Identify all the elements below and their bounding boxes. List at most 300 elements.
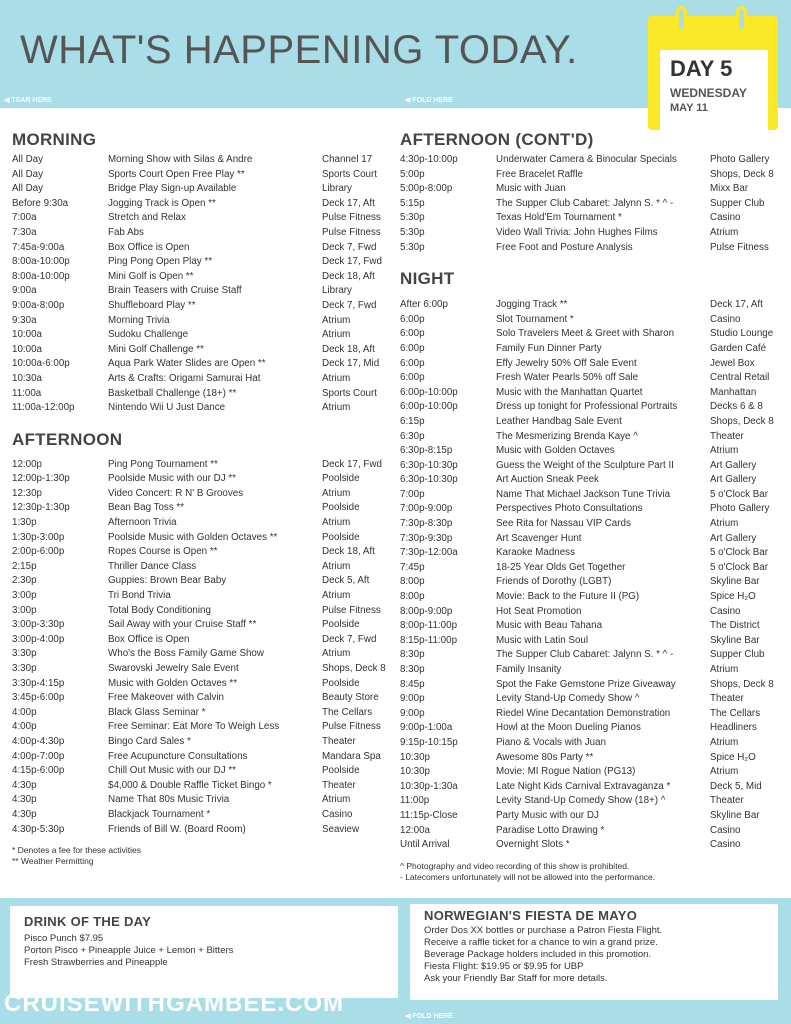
schedule-location: Deck 17, Fwd	[322, 458, 382, 470]
schedule-event: Tri Bond Trivia	[108, 590, 171, 602]
schedule-row	[400, 678, 790, 693]
schedule-row	[12, 153, 400, 168]
schedule-time: Before 9:30a	[12, 197, 69, 209]
schedule-time: 10:00a	[12, 329, 42, 341]
schedule-time: 12:30p-1:30p	[12, 502, 70, 514]
schedule-time: 3:30p-4:15p	[12, 677, 65, 689]
schedule-location: Casino	[710, 212, 741, 224]
schedule-time: 11:15p-Close	[400, 809, 458, 821]
schedule-event: Fresh Water Pearls 50% off Sale	[496, 372, 639, 384]
schedule-event: Music with Golden Octaves **	[108, 677, 238, 689]
schedule-location: Shops, Deck 8	[322, 663, 386, 674]
schedule-event: Music with Beau Tahana	[496, 620, 603, 632]
schedule-event: Poolside Music with our DJ **	[108, 473, 236, 485]
schedule-event: Music with Latin Soul	[496, 634, 589, 646]
schedule-row	[12, 270, 400, 285]
schedule-location: Beauty Store	[322, 692, 379, 704]
schedule-row	[12, 823, 400, 838]
schedule-event: Friends of Bill W. (Board Room)	[108, 823, 246, 835]
schedule-row	[400, 605, 790, 620]
schedule-event: Swarovski Jewelry Sale Event	[108, 663, 239, 674]
schedule-time: 1:30p	[12, 517, 37, 529]
schedule-location: Headliners	[710, 722, 757, 734]
schedule-event: Art Scavenger Hunt	[496, 532, 582, 544]
tear-here-label: ◀ TEAR HERE	[4, 97, 52, 104]
schedule-event: Free Foot and Posture Analysis	[496, 241, 633, 253]
schedule-location: Shops, Deck 8	[710, 168, 774, 180]
fiesta-heading: NORWEGIAN'S FIESTA DE MAYO	[424, 908, 638, 923]
schedule-time: 10:30p	[400, 751, 430, 763]
note-latecomers: - Latecomers unfortunately will not be allowed into the performance.	[400, 871, 656, 882]
schedule-location: Deck 5, Aft	[322, 575, 370, 587]
schedule-time: All Day	[12, 168, 44, 180]
schedule-time: 8:00a-10:00p	[12, 270, 70, 282]
schedule-row	[400, 327, 790, 342]
schedule-location: Deck 18, Aft	[322, 546, 375, 558]
schedule-location: Mixx Bar	[710, 183, 749, 195]
schedule-location: Casino	[710, 605, 741, 617]
schedule-row	[12, 387, 400, 402]
schedule-event: Piano & Vocals with Juan	[496, 736, 607, 748]
schedule-row	[12, 458, 400, 473]
schedule-time: 9:00a-8:00p	[12, 299, 65, 311]
schedule-event: Howl at the Moon Dueling Pianos	[496, 722, 641, 734]
schedule-time: 4:30p	[12, 794, 37, 806]
schedule-time: 8:00p-9:00p	[400, 605, 453, 617]
schedule-time: 7:30p-9:30p	[400, 532, 453, 544]
schedule-time: 11:00a	[12, 387, 42, 399]
schedule-event: Free Makeover with Calvin	[108, 692, 224, 704]
schedule-row	[12, 372, 400, 387]
schedule-location: Sports Court	[322, 168, 377, 180]
right-column	[400, 130, 790, 883]
schedule-location: Photo Gallery	[710, 503, 770, 515]
schedule-event: Total Body Conditioning	[108, 604, 211, 616]
schedule-event: Box Office is Open	[108, 633, 190, 645]
schedule-location: Pulse Fitness	[322, 226, 381, 238]
schedule-time: 3:45p-6:00p	[12, 692, 65, 704]
schedule-row	[400, 153, 790, 168]
schedule-event: Slot Tournament *	[496, 313, 574, 325]
schedule-row	[400, 838, 790, 853]
schedule-event: Dress up tonight for Professional Portraits	[496, 401, 678, 413]
schedule-time: 8:30p	[400, 649, 425, 661]
schedule-location: Garden Café	[710, 342, 767, 354]
section-heading-afternoon-cont: AFTERNOON (CONT'D)	[400, 130, 594, 149]
schedule-time: 7:30a	[12, 226, 37, 238]
schedule-row	[12, 808, 400, 823]
schedule-event: Bingo Card Sales *	[108, 735, 191, 747]
schedule-row	[400, 400, 790, 415]
note-weather: ** Weather Permitting	[12, 856, 94, 867]
schedule-row	[12, 255, 400, 270]
schedule-row	[400, 241, 790, 256]
schedule-event: Basketball Challenge (18+) **	[108, 387, 237, 399]
schedule-location: Manhattan	[710, 386, 757, 398]
schedule-location: Deck 18, Aft	[322, 343, 375, 355]
schedule-time: 3:30p	[12, 663, 37, 674]
schedule-row	[400, 824, 790, 839]
schedule-row	[400, 794, 790, 809]
schedule-event: 18-25 Year Olds Get Together	[496, 561, 626, 573]
schedule-location: Poolside	[322, 765, 360, 777]
schedule-event: Fab Abs	[108, 226, 144, 238]
schedule-location: Atrium	[322, 329, 351, 341]
schedule-time: 6:30p	[400, 430, 425, 442]
schedule-row	[400, 707, 790, 722]
schedule-location: Art Gallery	[710, 474, 757, 486]
schedule-time: 6:00p	[400, 328, 425, 340]
schedule-event: Brain Teasers with Cruise Staff	[108, 285, 242, 297]
schedule-time: 3:00p-3:30p	[12, 619, 65, 631]
schedule-row	[400, 751, 790, 766]
schedule-row	[12, 779, 400, 794]
schedule-event: Effy Jewelry 50% Off Sale Event	[496, 357, 637, 369]
schedule-location: Deck 7, Fwd	[322, 241, 377, 253]
schedule-location: Atrium	[710, 445, 739, 457]
schedule-event: Bridge Play Sign-up Available	[108, 183, 237, 195]
schedule-row	[12, 720, 400, 735]
schedule-location: Atrium	[710, 766, 739, 778]
schedule-row	[400, 211, 790, 226]
schedule-event: Levity Stand-Up Comedy Show (18+) ^	[496, 795, 666, 807]
schedule-row	[12, 647, 400, 662]
schedule-location: Theater	[710, 795, 744, 807]
schedule-time: 5:30p	[400, 241, 425, 253]
schedule-row	[12, 750, 400, 765]
schedule-time: 8:00a-10:00p	[12, 256, 70, 268]
schedule-time: 6:30p-8:15p	[400, 445, 453, 457]
schedule-time: 9:30a	[12, 314, 37, 326]
schedule-location: Studio Lounge	[710, 328, 774, 340]
schedule-row	[12, 604, 400, 619]
schedule-row	[12, 793, 400, 808]
schedule-location: The District	[710, 620, 760, 632]
schedule-event: Jogging Track **	[496, 299, 568, 311]
schedule-event: Underwater Camera & Binocular Specials	[496, 154, 677, 165]
schedule-location: Pulse Fitness	[322, 604, 381, 616]
fiesta-line: Receive a raffle ticket for a chance to win a grand prize.	[424, 937, 658, 948]
schedule-row	[400, 590, 790, 605]
schedule-event: Arts & Crafts: Origami Samurai Hat	[108, 372, 261, 384]
schedule-time: 7:00p	[400, 488, 425, 500]
schedule-row	[12, 516, 400, 531]
schedule-location: Poolside	[322, 677, 360, 689]
schedule-location: Atrium	[710, 226, 739, 238]
schedule-event: Paradise Lotto Drawing *	[496, 824, 605, 836]
schedule-location: Atrium	[322, 487, 351, 499]
schedule-location: Poolside	[322, 531, 360, 543]
schedule-event: Poolside Music with Golden Octaves **	[108, 531, 278, 543]
schedule-row	[12, 182, 400, 197]
watermark: CRUISEWITHGAMBEE.COM	[4, 990, 344, 1017]
schedule-time: 5:00p-8:00p	[400, 183, 453, 195]
schedule-event: Ping Pong Open Play **	[108, 256, 213, 268]
schedule-row	[400, 721, 790, 736]
schedule-time: 6:30p-10:30p	[400, 459, 458, 471]
schedule-event: Nintendo Wii U Just Dance	[108, 402, 226, 414]
schedule-time: 1:30p-3:00p	[12, 531, 65, 543]
schedule-event: Music with the Manhattan Quartet	[496, 386, 643, 398]
schedule-event: The Mesmerizing Brenda Kaye ^	[496, 430, 638, 442]
fiesta-line: Beverage Package holders included in this promotion.	[424, 949, 652, 960]
schedule-row	[400, 663, 790, 678]
day-card-inner	[660, 50, 768, 136]
schedule-time: 7:45a-9:00a	[12, 241, 65, 253]
schedule-event: Family Insanity	[496, 664, 562, 675]
day-calendar-card	[648, 16, 778, 130]
schedule-location: Atrium	[322, 590, 351, 602]
drink-line: Pisco Punch $7.95	[24, 933, 104, 944]
schedule-row	[12, 472, 400, 487]
fiesta-line: Fiesta Flight: $19.95 or $9.95 for UBP	[424, 961, 584, 972]
schedule-time: 9:00p	[400, 693, 425, 705]
schedule-time: 5:30p	[400, 212, 425, 224]
schedule-time: 4:30p-5:30p	[12, 823, 65, 835]
note-fee: * Denotes a fee for these activities	[12, 845, 141, 856]
schedule-event: Guppies: Brown Bear Baby	[108, 575, 227, 587]
schedule-location: Atrium	[322, 517, 351, 529]
left-notes	[12, 845, 400, 867]
schedule-time: 9:15p-10:15p	[400, 736, 458, 748]
schedule-location: Decks 6 & 8	[710, 401, 763, 413]
schedule-time: 12:00p-1:30p	[12, 473, 70, 485]
section-heading-afternoon: AFTERNOON	[12, 429, 123, 449]
schedule-event: Jogging Track is Open **	[108, 197, 216, 209]
schedule-location: Pulse Fitness	[710, 241, 769, 253]
schedule-location: Atrium	[710, 736, 739, 748]
schedule-event: Overnight Slots *	[496, 839, 570, 851]
schedule-time: 6:15p	[400, 415, 425, 427]
page-title: WHAT'S HAPPENING TODAY.	[20, 28, 578, 72]
schedule-row	[400, 298, 790, 313]
schedule-location: Library	[322, 285, 352, 297]
fiesta-line: Order Dos XX bottles or purchase a Patron Fiesta Flight.	[424, 925, 663, 936]
schedule-location: Atrium	[322, 314, 351, 326]
schedule-row	[12, 531, 400, 546]
schedule-time: 4:00p-7:00p	[12, 750, 65, 762]
schedule-row	[400, 182, 790, 197]
schedule-event: Free Acupuncture Consultations	[108, 750, 248, 762]
schedule-location: Skyline Bar	[710, 634, 760, 646]
schedule-time: 6:00p	[400, 372, 425, 384]
schedule-row	[12, 764, 400, 779]
morning-list	[12, 153, 400, 416]
schedule-row	[400, 736, 790, 751]
schedule-location: Deck 5, Mid	[710, 780, 762, 792]
schedule-row	[400, 502, 790, 517]
schedule-event: Solo Travelers Meet & Greet with Sharon	[496, 328, 675, 340]
schedule-time: 7:45p	[400, 561, 425, 573]
schedule-row	[400, 459, 790, 474]
schedule-location: Channel 17	[322, 154, 373, 165]
schedule-row	[12, 328, 400, 343]
schedule-location: Deck 17, Aft	[710, 299, 763, 311]
schedule-location: The Cellars	[710, 707, 761, 719]
schedule-location: 5 o'Clock Bar	[710, 561, 768, 573]
schedule-row	[400, 444, 790, 459]
schedule-time: 4:15p-6:00p	[12, 765, 65, 777]
schedule-location: Theater	[322, 735, 356, 747]
schedule-row	[12, 618, 400, 633]
schedule-time: 8:15p-11:00p	[400, 634, 458, 646]
schedule-event: Blackjack Tournament *	[108, 808, 211, 820]
schedule-row	[400, 619, 790, 634]
schedule-time: All Day	[12, 183, 44, 195]
right-notes	[400, 861, 790, 883]
schedule-event: Party Music with our DJ	[496, 809, 599, 821]
schedule-location: Casino	[322, 808, 353, 820]
day-weekday: WEDNESDAY	[670, 86, 747, 100]
schedule-time: 3:30p	[12, 648, 37, 660]
fiesta-line: Ask your Friendly Bar Staff for more details.	[424, 973, 608, 984]
schedule-location: Pulse Fitness	[322, 721, 381, 733]
schedule-time: 7:00a	[12, 212, 37, 224]
schedule-row	[12, 735, 400, 750]
schedule-location: Atrium	[322, 560, 351, 572]
drink-line: Porton Pisco + Pineapple Juice + Lemon + Bitters	[24, 945, 234, 956]
schedule-row	[400, 546, 790, 561]
left-column	[12, 130, 400, 867]
schedule-time: 4:00p-4:30p	[12, 735, 65, 747]
schedule-event: Thriller Dance Class	[108, 560, 197, 572]
schedule-location: Atrium	[322, 402, 351, 414]
schedule-location: Library	[322, 183, 352, 195]
fold-here-label: ◀ FOLD HERE	[405, 97, 453, 104]
schedule-location: Supper Club	[710, 197, 765, 209]
schedule-time: 6:30p-10:30p	[400, 474, 458, 486]
schedule-event: Awesome 80s Party **	[496, 751, 594, 763]
schedule-location: Art Gallery	[710, 459, 757, 471]
schedule-event: Friends of Dorothy (LGBT)	[496, 576, 612, 588]
schedule-event: Ping Pong Tournament **	[108, 458, 218, 470]
schedule-location: Deck 17, Fwd	[322, 256, 382, 268]
drink-line: Fresh Strawberries and Pineapple	[24, 957, 168, 968]
afternoon-cont-list	[400, 153, 790, 255]
schedule-event: Who's the Boss Family Game Show	[108, 648, 264, 660]
schedule-time: 4:30p	[12, 808, 37, 820]
schedule-row	[12, 589, 400, 604]
schedule-location: Spice H₂O	[710, 751, 756, 763]
schedule-row	[400, 517, 790, 532]
schedule-row	[12, 314, 400, 329]
schedule-row	[400, 415, 790, 430]
schedule-event: Ropes Course is Open **	[108, 546, 218, 558]
schedule-row	[400, 197, 790, 212]
schedule-row	[400, 371, 790, 386]
schedule-row	[400, 342, 790, 357]
schedule-time: 7:30p-8:30p	[400, 518, 453, 530]
schedule-time: 6:00p-10:00p	[400, 401, 458, 413]
schedule-location: Central Retail	[710, 372, 770, 384]
schedule-event: Video Concert: R N' B Grooves	[108, 487, 244, 499]
schedule-row	[12, 197, 400, 212]
schedule-event: Music with Golden Octaves	[496, 445, 615, 457]
schedule-row	[400, 473, 790, 488]
schedule-row	[400, 575, 790, 590]
schedule-time: 11:00p	[400, 795, 430, 807]
schedule-row	[400, 488, 790, 503]
schedule-event: Black Glass Seminar *	[108, 706, 206, 718]
schedule-event: Family Fun Dinner Party	[496, 342, 602, 354]
schedule-location: Theater	[322, 779, 356, 791]
schedule-time: 10:30p-1:30a	[400, 780, 458, 792]
schedule-location: Supper Club	[710, 649, 765, 661]
schedule-row	[400, 532, 790, 547]
schedule-event: Afternoon Trivia	[108, 517, 177, 529]
schedule-event: Free Bracelet Raffle	[496, 168, 583, 180]
schedule-row	[12, 633, 400, 648]
day-number: DAY 5	[670, 56, 733, 81]
schedule-event: Late Night Kids Carnival Extravaganza *	[496, 780, 671, 792]
schedule-row	[400, 168, 790, 183]
schedule-row	[400, 357, 790, 372]
schedule-event: Box Office is Open	[108, 241, 190, 253]
schedule-time: 4:30p	[12, 779, 37, 791]
schedule-time: 10:00a	[12, 343, 42, 355]
schedule-row	[12, 168, 400, 183]
schedule-event: Mini Golf Challenge **	[108, 343, 204, 355]
schedule-event: Movie: MI Rogue Nation (PG13)	[496, 766, 636, 778]
schedule-event: Guess the Weight of the Sculpture Part II	[496, 459, 674, 471]
schedule-event: Morning Show with Silas & Andre	[108, 154, 253, 165]
schedule-time: 4:30p-10:00p	[400, 154, 458, 165]
schedule-location: Atrium	[710, 664, 739, 675]
schedule-location: Photo Gallery	[710, 154, 770, 165]
schedule-row	[12, 487, 400, 502]
schedule-time: 12:30p	[12, 487, 42, 499]
schedule-time: 8:00p-11:00p	[400, 620, 458, 632]
schedule-event: Karaoke Madness	[496, 547, 575, 559]
schedule-row	[12, 662, 400, 677]
schedule-row	[12, 357, 400, 372]
schedule-time: 5:30p	[400, 226, 425, 238]
schedule-row	[400, 648, 790, 663]
schedule-row	[12, 284, 400, 299]
schedule-event: Stretch and Relax	[108, 212, 186, 224]
schedule-location: Casino	[710, 839, 741, 851]
schedule-location: Pulse Fitness	[322, 212, 381, 224]
schedule-location: Theater	[710, 430, 744, 442]
schedule-event: Riedel Wine Decantation Demonstration	[496, 707, 671, 719]
schedule-row	[12, 677, 400, 692]
schedule-event: Art Auction Sneak Peek	[496, 474, 599, 486]
schedule-time: 8:00p	[400, 591, 425, 603]
schedule-location: Skyline Bar	[710, 809, 760, 821]
schedule-time: 3:00p	[12, 590, 37, 602]
schedule-location: Deck 17, Aft	[322, 197, 375, 209]
schedule-event: Aqua Park Water Slides are Open **	[108, 358, 266, 370]
schedule-row	[400, 692, 790, 707]
afternoon-list	[12, 458, 400, 837]
schedule-location: Deck 7, Fwd	[322, 299, 377, 311]
schedule-row	[12, 401, 400, 416]
schedule-row	[400, 561, 790, 576]
schedule-location: Skyline Bar	[710, 576, 760, 588]
schedule-location: Seaview	[322, 823, 360, 835]
schedule-time: 2:15p	[12, 560, 37, 572]
schedule-location: Poolside	[322, 502, 360, 514]
schedule-time: 12:00a	[400, 824, 430, 836]
schedule-row	[12, 545, 400, 560]
schedule-location: Deck 17, Mid	[322, 358, 380, 370]
schedule-time: 11:00a-12:00p	[12, 402, 75, 414]
schedule-event: Sports Court Open Free Play **	[108, 168, 245, 180]
schedule-time: 8:45p	[400, 678, 425, 690]
schedule-time: 10:30a	[12, 372, 42, 384]
schedule-event: Free Seminar: Eat More To Weigh Less	[108, 721, 280, 733]
schedule-time: 10:30p	[400, 766, 430, 778]
